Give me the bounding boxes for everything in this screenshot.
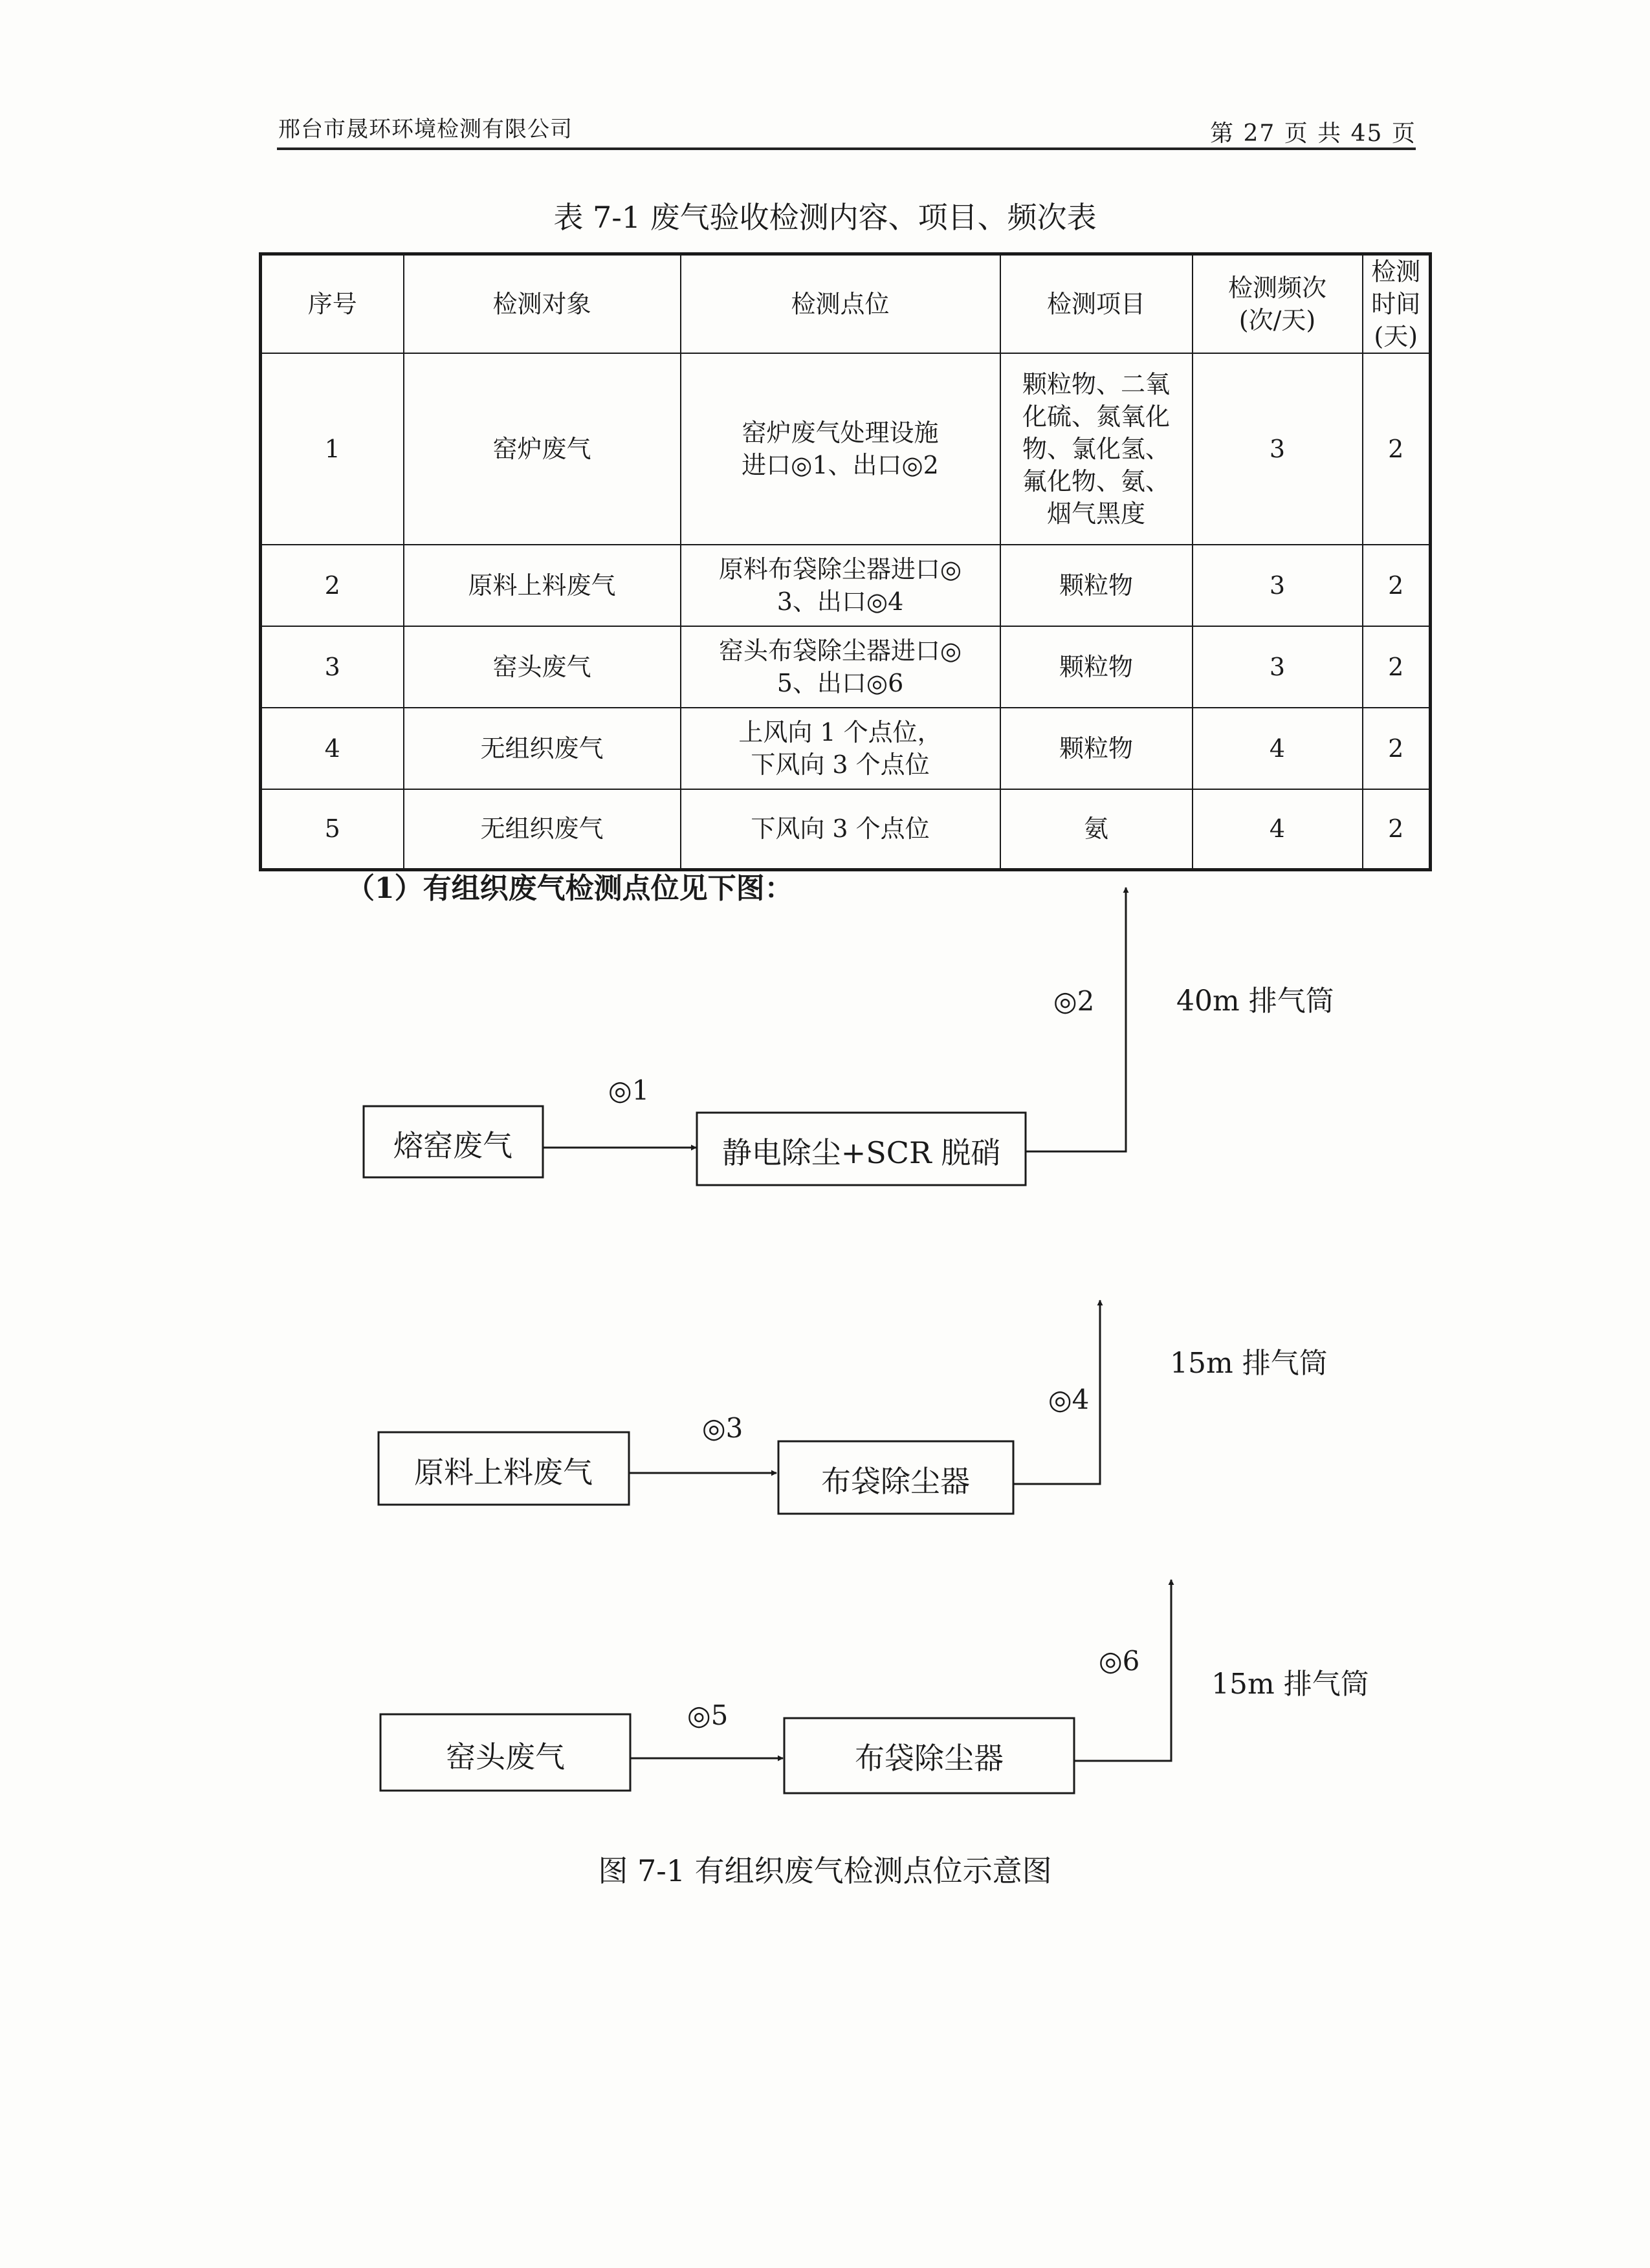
source-label: 熔窑废气 xyxy=(393,1128,512,1163)
col-header-location: 检测点位 xyxy=(681,254,1000,354)
cell-target: 无组织废气 xyxy=(404,708,681,789)
flow-2 xyxy=(379,1300,1328,1514)
treatment-box xyxy=(784,1718,1074,1793)
cell-index: 5 xyxy=(261,789,404,869)
cell-duration: 2 xyxy=(1363,626,1431,708)
cell-frequency: 3 xyxy=(1193,353,1363,545)
col-header-items: 检测项目 xyxy=(1000,254,1193,354)
table-caption: 表 7-1 废气验收检测内容、项目、频次表 xyxy=(553,200,1097,235)
header-company: 邢台市晟环环境检测有限公司 xyxy=(278,116,573,142)
cell-items: 颗粒物、二氧 化硫、氮氧化 物、氯化氢、 氟化物、氨、 烟气黑度 xyxy=(1000,353,1193,545)
treatment-label: 布袋除尘器 xyxy=(855,1741,1004,1776)
cell-duration: 2 xyxy=(1363,708,1431,789)
cell-index: 1 xyxy=(261,353,404,545)
source-label: 窑头废气 xyxy=(446,1739,565,1774)
cell-target: 窑炉废气 xyxy=(404,353,681,545)
cell-items: 颗粒物 xyxy=(1000,626,1193,708)
inlet-point-label: ◎3 xyxy=(702,1412,743,1444)
col-header-frequency: 检测频次 (次/天) xyxy=(1193,254,1363,354)
cell-duration: 2 xyxy=(1363,545,1431,626)
cell-frequency: 3 xyxy=(1193,626,1363,708)
col-header-duration: 检测时间 (天) xyxy=(1363,254,1431,354)
source-label: 原料上料废气 xyxy=(414,1455,593,1490)
cell-frequency: 4 xyxy=(1193,789,1363,869)
treatment-label: 布袋除尘器 xyxy=(821,1464,970,1499)
cell-duration: 2 xyxy=(1363,789,1431,869)
cell-location: 上风向 1 个点位， 下风向 3 个点位 xyxy=(681,708,1000,789)
cell-items: 颗粒物 xyxy=(1000,545,1193,626)
outlet-point-label: ◎4 xyxy=(1048,1384,1090,1415)
stack-label: 15m 排气筒 xyxy=(1211,1668,1369,1701)
cell-target: 窑头废气 xyxy=(404,626,681,708)
cell-items: 颗粒物 xyxy=(1000,708,1193,789)
outlet-point-label: ◎2 xyxy=(1053,985,1095,1017)
cell-items: 氨 xyxy=(1000,789,1193,869)
flow-1 xyxy=(364,888,1334,1185)
source-box xyxy=(364,1106,543,1177)
cell-location: 原料布袋除尘器进口◎ 3、出口◎4 xyxy=(681,545,1000,626)
cell-location: 下风向 3 个点位 xyxy=(681,789,1000,869)
outlet-point-label: ◎6 xyxy=(1099,1645,1140,1677)
treatment-box xyxy=(778,1441,1013,1514)
flow-3 xyxy=(380,1580,1369,1793)
inlet-point-label: ◎5 xyxy=(687,1699,729,1731)
stack-label: 40m 排气筒 xyxy=(1176,985,1334,1018)
header-page-info: 第 27 页 共 45 页 xyxy=(1210,120,1416,147)
cell-target: 无组织废气 xyxy=(404,789,681,869)
cell-duration: 2 xyxy=(1363,353,1431,545)
stack-arrow xyxy=(1026,888,1126,1151)
cell-frequency: 3 xyxy=(1193,545,1363,626)
cell-frequency: 4 xyxy=(1193,708,1363,789)
stack-label: 15m 排气筒 xyxy=(1170,1347,1328,1380)
figure-caption: 图 7-1 有组织废气检测点位示意图 xyxy=(598,1853,1052,1888)
cell-index: 2 xyxy=(261,545,404,626)
treatment-label: 静电除尘+SCR 脱硝 xyxy=(721,1135,1001,1170)
section-note: （1）有组织废气检测点位见下图： xyxy=(346,872,793,905)
treatment-box xyxy=(697,1113,1026,1185)
col-header-index: 序号 xyxy=(261,254,404,354)
source-box xyxy=(380,1714,630,1791)
col-header-target: 检测对象 xyxy=(404,254,681,354)
cell-index: 3 xyxy=(261,626,404,708)
cell-location: 窑头布袋除尘器进口◎ 5、出口◎6 xyxy=(681,626,1000,708)
source-box xyxy=(379,1432,629,1505)
cell-location: 窑炉废气处理设施 进口◎1、出口◎2 xyxy=(681,353,1000,545)
inlet-point-label: ◎1 xyxy=(608,1074,650,1106)
cell-target: 原料上料废气 xyxy=(404,545,681,626)
cell-index: 4 xyxy=(261,708,404,789)
